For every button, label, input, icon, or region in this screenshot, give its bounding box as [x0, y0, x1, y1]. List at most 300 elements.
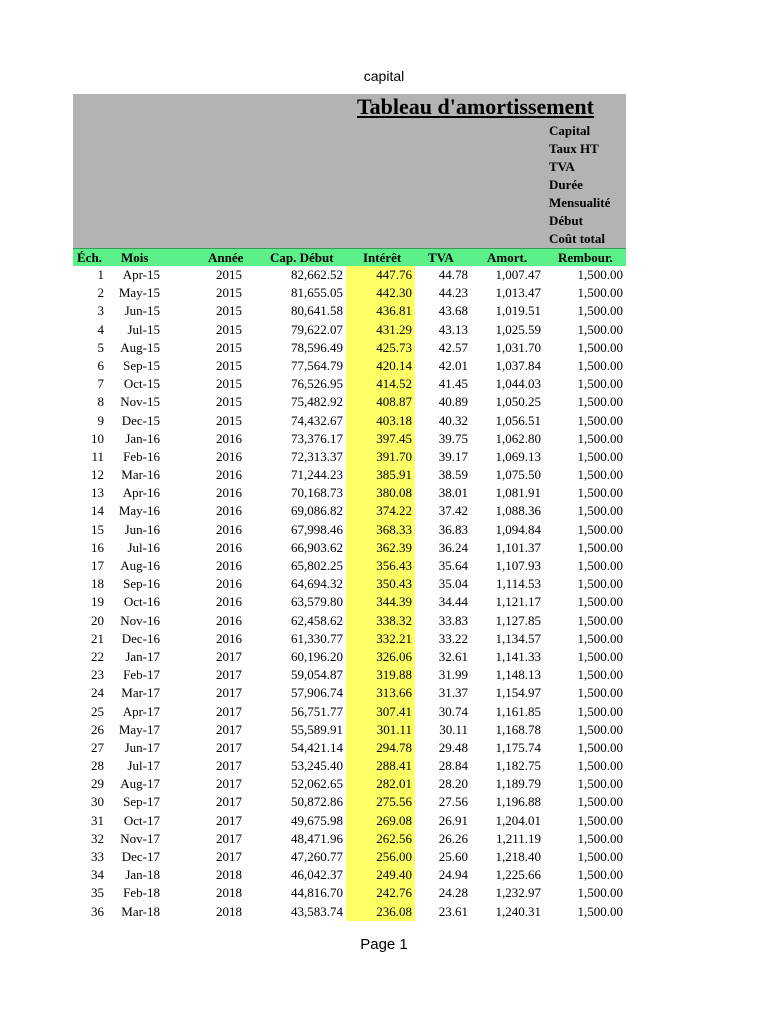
table-row	[73, 848, 626, 866]
table-row	[73, 412, 626, 430]
repayment-cell: 1,500.00	[577, 394, 623, 410]
month-cell: Jun-16	[124, 521, 160, 537]
amortization-cell: 1,127.85	[495, 612, 541, 628]
amortization-cell: 1,225.66	[495, 867, 541, 883]
table-row	[73, 321, 626, 339]
year-cell: 2017	[216, 830, 242, 846]
interest-cell: 326.06	[346, 648, 415, 666]
month-cell: Feb-17	[123, 667, 160, 683]
year-cell: 2018	[216, 903, 242, 919]
installment-cell: 35	[91, 885, 104, 901]
month-cell: Feb-18	[123, 885, 160, 901]
repayment-cell: 1,500.00	[577, 503, 623, 519]
param-label-capital: Capital	[549, 123, 591, 138]
year-cell: 2017	[216, 667, 242, 683]
installment-cell: 15	[91, 521, 104, 537]
month-cell: Dec-16	[121, 630, 160, 646]
vat-cell: 39.17	[438, 448, 468, 464]
month-cell: Mar-18	[121, 903, 160, 919]
installment-cell: 13	[91, 485, 104, 501]
year-cell: 2015	[216, 394, 242, 410]
table-row	[73, 666, 626, 684]
repayment-cell: 1,500.00	[577, 867, 623, 883]
year-cell: 2017	[216, 776, 242, 792]
start-capital-cell: 48,471.96	[291, 830, 343, 846]
repayment-cell: 1,500.00	[577, 448, 623, 464]
month-cell: Jan-16	[125, 430, 160, 446]
table-row	[73, 266, 626, 284]
param-label-vat: TVA	[549, 159, 575, 174]
interest-cell: 338.32	[346, 612, 415, 630]
table-row	[73, 648, 626, 666]
installment-cell: 7	[97, 376, 104, 392]
vat-cell: 41.45	[438, 376, 468, 392]
installment-cell: 16	[91, 539, 104, 555]
vat-cell: 24.94	[438, 867, 468, 883]
interest-cell: 262.56	[346, 830, 415, 848]
start-capital-cell: 77,564.79	[291, 357, 343, 373]
month-cell: Aug-15	[120, 339, 160, 355]
interest-cell: 319.88	[346, 666, 415, 684]
amortization-cell: 1,175.74	[495, 739, 541, 755]
table-row	[73, 775, 626, 793]
year-cell: 2017	[216, 739, 242, 755]
installment-cell: 25	[91, 703, 104, 719]
month-cell: Jan-18	[125, 867, 160, 883]
start-capital-cell: 70,168.73	[291, 485, 343, 501]
table-body	[73, 266, 626, 921]
repayment-cell: 1,500.00	[577, 339, 623, 355]
interest-cell: 294.78	[346, 739, 415, 757]
installment-cell: 8	[97, 394, 104, 410]
installment-cell: 32	[91, 830, 104, 846]
interest-cell: 269.08	[346, 812, 415, 830]
vat-cell: 38.01	[438, 485, 468, 501]
table-row	[73, 866, 626, 884]
table-row	[73, 593, 626, 611]
table-row	[73, 793, 626, 811]
table-row	[73, 284, 626, 302]
repayment-cell: 1,500.00	[577, 885, 623, 901]
year-cell: 2016	[216, 630, 242, 646]
amortization-cell: 1,088.36	[495, 503, 541, 519]
interest-cell: 249.40	[346, 866, 415, 884]
installment-cell: 14	[91, 503, 104, 519]
year-cell: 2015	[216, 285, 242, 301]
table-row	[73, 339, 626, 357]
table-row	[73, 757, 626, 775]
installment-cell: 19	[91, 594, 104, 610]
start-capital-cell: 72,313.37	[291, 448, 343, 464]
param-label-rate: Taux HT	[549, 141, 599, 156]
interest-cell: 350.43	[346, 575, 415, 593]
amortization-cell: 1,211.19	[495, 830, 541, 846]
sheet-title: Tableau d'amortissement	[357, 94, 594, 119]
interest-cell: 356.43	[346, 557, 415, 575]
year-cell: 2015	[216, 321, 242, 337]
table-row	[73, 739, 626, 757]
amortization-cell: 1,062.80	[495, 430, 541, 446]
interest-cell: 436.81	[346, 302, 415, 320]
year-cell: 2016	[216, 503, 242, 519]
amortization-cell: 1,050.25	[495, 394, 541, 410]
amortization-sheet	[73, 94, 626, 921]
start-capital-cell: 78,596.49	[291, 339, 343, 355]
table-row	[73, 430, 626, 448]
start-capital-cell: 81,655.05	[291, 285, 343, 301]
start-capital-cell: 73,376.17	[291, 430, 343, 446]
vat-cell: 27.56	[438, 794, 468, 810]
start-capital-cell: 54,421.14	[291, 739, 343, 755]
repayment-cell: 1,500.00	[577, 667, 623, 683]
installment-cell: 5	[97, 339, 104, 355]
amortization-cell: 1,218.40	[495, 849, 541, 864]
vat-cell: 28.20	[438, 776, 468, 792]
start-capital-cell: 79,622.07	[291, 321, 343, 337]
installment-cell: 29	[91, 776, 104, 792]
installment-cell: 18	[91, 576, 104, 592]
amortization-cell: 1,031.70	[495, 339, 541, 355]
table-row	[73, 830, 626, 848]
column-header-repayment: Rembour.	[558, 250, 613, 265]
interest-cell: 385.91	[346, 466, 415, 484]
interest-cell: 408.87	[346, 393, 415, 411]
interest-cell: 374.22	[346, 502, 415, 520]
start-capital-cell: 65,802.25	[291, 558, 343, 573]
amortization-cell: 1,007.47	[495, 267, 541, 282]
installment-cell: 11	[91, 448, 104, 464]
table-row	[73, 703, 626, 721]
repayment-cell: 1,500.00	[577, 521, 623, 537]
interest-cell: 420.14	[346, 357, 415, 375]
year-cell: 2017	[216, 721, 242, 737]
year-cell: 2018	[216, 867, 242, 883]
repayment-cell: 1,500.00	[577, 648, 623, 664]
month-cell: Aug-17	[120, 776, 160, 792]
interest-cell: 301.11	[346, 721, 415, 739]
amortization-cell: 1,134.57	[495, 630, 541, 646]
amortization-cell: 1,037.84	[495, 357, 541, 373]
installment-cell: 24	[91, 685, 104, 701]
start-capital-cell: 61,330.77	[291, 630, 343, 646]
start-capital-cell: 63,579.80	[291, 594, 343, 610]
interest-cell: 332.21	[346, 630, 415, 648]
table-row	[73, 502, 626, 520]
start-capital-cell: 67,998.46	[291, 521, 343, 537]
installment-cell: 6	[97, 357, 104, 373]
year-cell: 2016	[216, 594, 242, 610]
vat-cell: 24.28	[438, 885, 468, 901]
month-cell: Dec-17	[121, 849, 160, 864]
installment-cell: 31	[91, 812, 104, 828]
installment-cell: 26	[91, 721, 104, 737]
repayment-cell: 1,500.00	[577, 721, 623, 737]
amortization-cell: 1,232.97	[495, 885, 541, 901]
year-cell: 2015	[216, 376, 242, 392]
start-capital-cell: 50,872.86	[291, 794, 343, 810]
start-capital-cell: 75,482.92	[291, 394, 343, 410]
amortization-cell: 1,189.79	[495, 776, 541, 792]
month-cell: Nov-17	[120, 830, 160, 846]
table-row	[73, 903, 626, 921]
column-header-month: Mois	[121, 250, 149, 265]
start-capital-cell: 47,260.77	[291, 849, 343, 864]
start-capital-cell: 43,583.74	[291, 903, 343, 919]
amortization-cell: 1,019.51	[495, 303, 541, 319]
vat-cell: 39.75	[438, 430, 468, 446]
amortization-cell: 1,182.75	[495, 758, 541, 774]
vat-cell: 40.89	[438, 394, 468, 410]
amortization-cell: 1,161.85	[495, 703, 541, 719]
month-cell: Dec-15	[121, 412, 160, 428]
interest-cell: 431.29	[346, 321, 415, 339]
year-cell: 2017	[216, 758, 242, 774]
repayment-cell: 1,500.00	[577, 739, 623, 755]
month-cell: Apr-17	[122, 703, 160, 719]
start-capital-cell: 69,086.82	[291, 503, 343, 519]
repayment-cell: 1,500.00	[577, 539, 623, 555]
vat-cell: 29.48	[438, 739, 468, 755]
amortization-cell: 1,075.50	[495, 467, 541, 483]
amortization-cell: 1,094.84	[495, 521, 541, 537]
interest-cell: 288.41	[346, 757, 415, 775]
vat-cell: 26.91	[438, 812, 468, 828]
table-row	[73, 612, 626, 630]
interest-cell: 380.08	[346, 484, 415, 502]
parameter-labels	[549, 122, 610, 248]
month-cell: Apr-16	[122, 485, 160, 501]
interest-cell: 447.76	[346, 266, 415, 284]
vat-cell: 35.04	[438, 576, 468, 592]
start-capital-cell: 49,675.98	[291, 812, 343, 828]
month-cell: Jan-17	[125, 648, 160, 664]
amortization-cell: 1,204.01	[495, 812, 541, 828]
repayment-cell: 1,500.00	[577, 703, 623, 719]
installment-cell: 27	[91, 739, 104, 755]
vat-cell: 23.61	[438, 903, 468, 919]
amortization-cell: 1,056.51	[495, 412, 541, 428]
interest-cell: 236.08	[346, 903, 415, 921]
start-capital-cell: 71,244.23	[291, 467, 343, 483]
vat-cell: 33.83	[438, 612, 468, 628]
vat-cell: 44.23	[438, 285, 468, 301]
installment-cell: 36	[91, 903, 104, 919]
amortization-cell: 1,240.31	[495, 903, 541, 919]
interest-cell: 256.00	[346, 848, 415, 866]
table-row	[73, 484, 626, 502]
interest-cell: 307.41	[346, 703, 415, 721]
amortization-cell: 1,081.91	[495, 485, 541, 501]
table-row	[73, 521, 626, 539]
repayment-cell: 1,500.00	[577, 594, 623, 610]
year-cell: 2016	[216, 558, 242, 573]
year-cell: 2015	[216, 412, 242, 428]
year-cell: 2015	[216, 339, 242, 355]
month-cell: Jul-17	[127, 758, 160, 774]
repayment-cell: 1,500.00	[577, 576, 623, 592]
vat-cell: 36.24	[438, 539, 468, 555]
installment-cell: 20	[91, 612, 104, 628]
vat-cell: 44.78	[438, 267, 468, 282]
month-cell: Oct-17	[123, 812, 160, 828]
start-capital-cell: 66,903.62	[291, 539, 343, 555]
vat-cell: 37.42	[438, 503, 468, 519]
repayment-cell: 1,500.00	[577, 467, 623, 483]
repayment-cell: 1,500.00	[577, 558, 623, 573]
interest-cell: 368.33	[346, 521, 415, 539]
installment-cell: 22	[91, 648, 104, 664]
vat-cell: 43.13	[438, 321, 468, 337]
repayment-cell: 1,500.00	[577, 812, 623, 828]
repayment-cell: 1,500.00	[577, 685, 623, 701]
installment-cell: 1	[97, 267, 104, 282]
interest-cell: 391.70	[346, 448, 415, 466]
month-cell: Mar-17	[121, 685, 160, 701]
year-cell: 2016	[216, 485, 242, 501]
interest-cell: 344.39	[346, 593, 415, 611]
vat-cell: 38.59	[438, 467, 468, 483]
start-capital-cell: 44,816.70	[291, 885, 343, 901]
year-cell: 2016	[216, 430, 242, 446]
column-header-interest: Intérêt	[363, 250, 402, 265]
installment-cell: 34	[91, 867, 104, 883]
start-capital-cell: 46,042.37	[291, 867, 343, 883]
repayment-cell: 1,500.00	[577, 830, 623, 846]
month-cell: Oct-16	[123, 594, 160, 610]
installment-cell: 4	[97, 321, 104, 337]
month-cell: Sep-16	[123, 576, 160, 592]
installment-cell: 2	[97, 285, 104, 301]
vat-cell: 32.61	[438, 648, 468, 664]
year-cell: 2017	[216, 648, 242, 664]
start-capital-cell: 64,694.32	[291, 576, 343, 592]
vat-cell: 42.01	[438, 357, 468, 373]
year-cell: 2017	[216, 703, 242, 719]
year-cell: 2015	[216, 267, 242, 282]
repayment-cell: 1,500.00	[577, 794, 623, 810]
month-cell: Nov-15	[120, 394, 160, 410]
repayment-cell: 1,500.00	[577, 776, 623, 792]
amortization-cell: 1,114.53	[495, 576, 541, 592]
amortization-cell: 1,168.78	[495, 721, 541, 737]
month-cell: May-15	[118, 285, 160, 301]
vat-cell: 31.37	[438, 685, 468, 701]
repayment-cell: 1,500.00	[577, 903, 623, 919]
vat-cell: 36.83	[438, 521, 468, 537]
param-label-total-cost: Coût total	[549, 231, 605, 246]
start-capital-cell: 82,662.52	[291, 267, 343, 282]
column-header-vat: TVA	[428, 250, 454, 265]
year-cell: 2015	[216, 303, 242, 319]
interest-cell: 282.01	[346, 775, 415, 793]
vat-cell: 42.57	[438, 339, 468, 355]
vat-cell: 40.32	[438, 412, 468, 428]
page-footer: Page 1	[360, 936, 408, 953]
column-header-installment: Éch.	[77, 250, 102, 265]
page-header: capital	[363, 68, 405, 84]
installment-cell: 30	[91, 794, 104, 810]
start-capital-cell: 76,526.95	[291, 376, 343, 392]
installment-cell: 23	[91, 667, 104, 683]
year-cell: 2017	[216, 849, 242, 864]
installment-cell: 33	[91, 849, 104, 864]
installment-cell: 10	[91, 430, 104, 446]
amortization-cell: 1,141.33	[495, 648, 541, 664]
month-cell: Feb-16	[123, 448, 160, 464]
month-cell: Apr-15	[122, 267, 160, 282]
repayment-cell: 1,500.00	[577, 430, 623, 446]
repayment-cell: 1,500.00	[577, 357, 623, 373]
month-cell: Jun-15	[124, 303, 160, 319]
installment-cell: 17	[91, 558, 104, 573]
table-row	[73, 557, 626, 575]
year-cell: 2015	[216, 357, 242, 373]
table-row	[73, 375, 626, 393]
column-header-amortization: Amort.	[487, 250, 528, 265]
amortization-cell: 1,121.17	[495, 594, 541, 610]
vat-cell: 25.60	[438, 849, 468, 864]
table-row	[73, 448, 626, 466]
amortization-cell: 1,196.88	[495, 794, 541, 810]
table-row	[73, 884, 626, 902]
vat-cell: 35.64	[438, 558, 468, 573]
param-label-start: Début	[549, 213, 583, 228]
table-row	[73, 575, 626, 593]
table-row	[73, 302, 626, 320]
month-cell: Sep-17	[123, 794, 160, 810]
year-cell: 2017	[216, 812, 242, 828]
amortization-cell: 1,044.03	[495, 376, 541, 392]
interest-cell: 397.45	[346, 430, 415, 448]
repayment-cell: 1,500.00	[577, 321, 623, 337]
installment-cell: 21	[91, 630, 104, 646]
month-cell: Aug-16	[120, 558, 160, 573]
month-cell: Sep-15	[123, 357, 160, 373]
month-cell: Jul-16	[127, 539, 160, 555]
installment-cell: 3	[97, 303, 104, 319]
month-cell: Nov-16	[120, 612, 160, 628]
year-cell: 2018	[216, 885, 242, 901]
amortization-cell: 1,154.97	[495, 685, 541, 701]
repayment-cell: 1,500.00	[577, 485, 623, 501]
year-cell: 2016	[216, 612, 242, 628]
interest-cell: 414.52	[346, 375, 415, 393]
year-cell: 2016	[216, 467, 242, 483]
year-cell: 2016	[216, 539, 242, 555]
start-capital-cell: 55,589.91	[291, 721, 343, 737]
table-row	[73, 630, 626, 648]
start-capital-cell: 60,196.20	[291, 648, 343, 664]
repayment-cell: 1,500.00	[577, 630, 623, 646]
table-row	[73, 684, 626, 702]
table-row	[73, 539, 626, 557]
year-cell: 2017	[216, 794, 242, 810]
installment-cell: 28	[91, 758, 104, 774]
start-capital-cell: 80,641.58	[291, 303, 343, 319]
vat-cell: 30.11	[439, 721, 468, 737]
amortization-cell: 1,107.93	[495, 558, 541, 573]
vat-cell: 28.84	[438, 758, 468, 774]
column-header-start-capital: Cap. Début	[270, 250, 334, 265]
month-cell: Jun-17	[124, 739, 160, 755]
interest-cell: 313.66	[346, 684, 415, 702]
table-header-row	[73, 248, 626, 266]
amortization-cell: 1,148.13	[495, 667, 541, 683]
start-capital-cell: 59,054.87	[291, 667, 343, 683]
vat-cell: 33.22	[438, 630, 468, 646]
interest-cell: 403.18	[346, 412, 415, 430]
param-label-duration: Durée	[549, 177, 583, 192]
